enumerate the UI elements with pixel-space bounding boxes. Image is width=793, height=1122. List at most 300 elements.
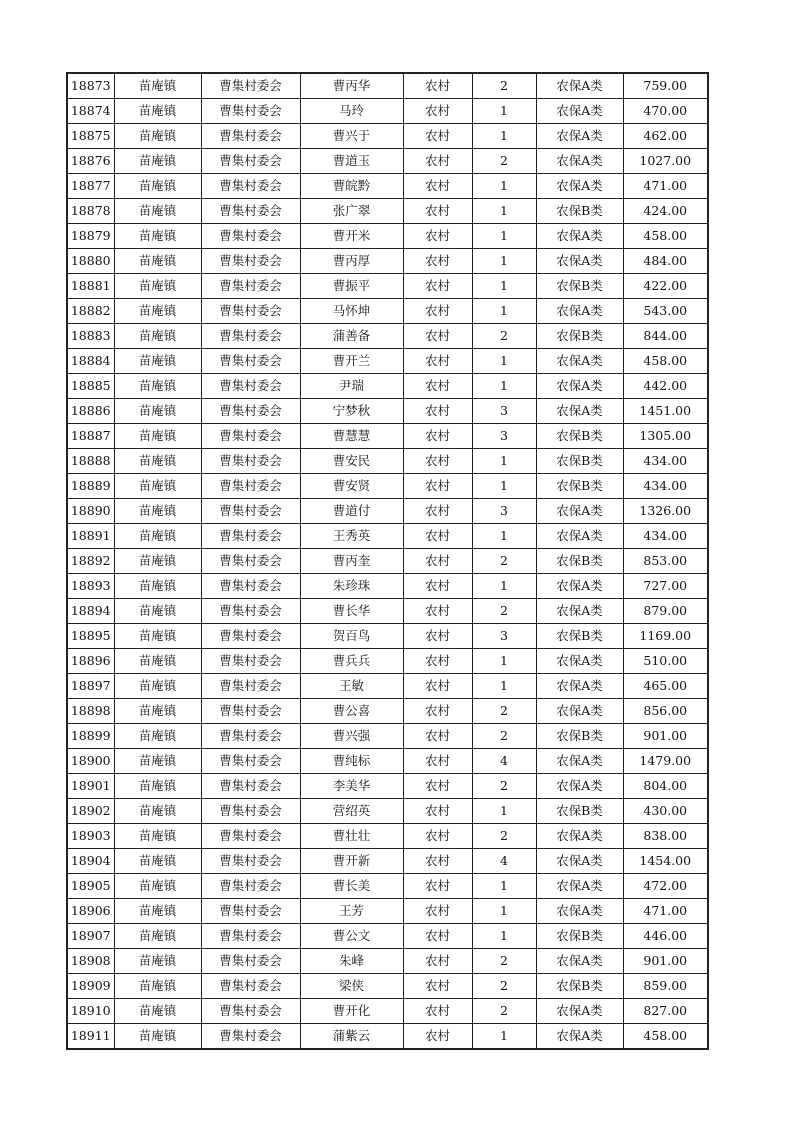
seq-cell: 18908 bbox=[67, 949, 114, 974]
type-cell: 农村 bbox=[403, 649, 472, 674]
village-cell: 曹集村委会 bbox=[201, 399, 300, 424]
amount-cell: 543.00 bbox=[623, 299, 708, 324]
name-cell: 蒲紫云 bbox=[300, 1024, 403, 1050]
name-cell: 马怀坤 bbox=[300, 299, 403, 324]
table-row bbox=[67, 199, 708, 224]
village-cell: 曹集村委会 bbox=[201, 699, 300, 724]
town-cell: 苗庵镇 bbox=[114, 899, 201, 924]
table-row bbox=[67, 924, 708, 949]
type-cell: 农村 bbox=[403, 224, 472, 249]
table-row bbox=[67, 249, 708, 274]
seq-cell: 18873 bbox=[67, 73, 114, 99]
village-cell: 曹集村委会 bbox=[201, 474, 300, 499]
amount-cell: 727.00 bbox=[623, 574, 708, 599]
count-cell: 1 bbox=[472, 799, 536, 824]
seq-cell: 18878 bbox=[67, 199, 114, 224]
amount-cell: 430.00 bbox=[623, 799, 708, 824]
type-cell: 农村 bbox=[403, 124, 472, 149]
amount-cell: 1305.00 bbox=[623, 424, 708, 449]
town-cell: 苗庵镇 bbox=[114, 599, 201, 624]
seq-cell: 18891 bbox=[67, 524, 114, 549]
count-cell: 2 bbox=[472, 774, 536, 799]
category-cell: 农保A类 bbox=[536, 874, 623, 899]
village-cell: 曹集村委会 bbox=[201, 649, 300, 674]
category-cell: 农保A类 bbox=[536, 574, 623, 599]
count-cell: 1 bbox=[472, 574, 536, 599]
category-cell: 农保B类 bbox=[536, 724, 623, 749]
category-cell: 农保A类 bbox=[536, 1024, 623, 1050]
village-cell: 曹集村委会 bbox=[201, 899, 300, 924]
category-cell: 农保B类 bbox=[536, 199, 623, 224]
table-row bbox=[67, 149, 708, 174]
category-cell: 农保A类 bbox=[536, 174, 623, 199]
seq-cell: 18888 bbox=[67, 449, 114, 474]
town-cell: 苗庵镇 bbox=[114, 799, 201, 824]
name-cell: 李美华 bbox=[300, 774, 403, 799]
name-cell: 曹开米 bbox=[300, 224, 403, 249]
village-cell: 曹集村委会 bbox=[201, 274, 300, 299]
table-row bbox=[67, 299, 708, 324]
table-row bbox=[67, 324, 708, 349]
amount-cell: 838.00 bbox=[623, 824, 708, 849]
seq-cell: 18903 bbox=[67, 824, 114, 849]
type-cell: 农村 bbox=[403, 1024, 472, 1050]
amount-cell: 434.00 bbox=[623, 449, 708, 474]
village-cell: 曹集村委会 bbox=[201, 524, 300, 549]
category-cell: 农保A类 bbox=[536, 399, 623, 424]
type-cell: 农村 bbox=[403, 824, 472, 849]
town-cell: 苗庵镇 bbox=[114, 424, 201, 449]
type-cell: 农村 bbox=[403, 499, 472, 524]
table-row bbox=[67, 749, 708, 774]
count-cell: 3 bbox=[472, 399, 536, 424]
seq-cell: 18892 bbox=[67, 549, 114, 574]
table-row bbox=[67, 624, 708, 649]
type-cell: 农村 bbox=[403, 674, 472, 699]
amount-cell: 1479.00 bbox=[623, 749, 708, 774]
seq-cell: 18896 bbox=[67, 649, 114, 674]
amount-cell: 804.00 bbox=[623, 774, 708, 799]
seq-cell: 18881 bbox=[67, 274, 114, 299]
category-cell: 农保A类 bbox=[536, 774, 623, 799]
amount-cell: 827.00 bbox=[623, 999, 708, 1024]
town-cell: 苗庵镇 bbox=[114, 324, 201, 349]
amount-cell: 1169.00 bbox=[623, 624, 708, 649]
type-cell: 农村 bbox=[403, 149, 472, 174]
town-cell: 苗庵镇 bbox=[114, 549, 201, 574]
name-cell: 朱珍珠 bbox=[300, 574, 403, 599]
count-cell: 1 bbox=[472, 124, 536, 149]
count-cell: 1 bbox=[472, 924, 536, 949]
name-cell: 贺百鸟 bbox=[300, 624, 403, 649]
name-cell: 曹皖黔 bbox=[300, 174, 403, 199]
table-row bbox=[67, 599, 708, 624]
seq-cell: 18910 bbox=[67, 999, 114, 1024]
count-cell: 2 bbox=[472, 824, 536, 849]
category-cell: 农保A类 bbox=[536, 899, 623, 924]
seq-cell: 18890 bbox=[67, 499, 114, 524]
amount-cell: 901.00 bbox=[623, 724, 708, 749]
count-cell: 1 bbox=[472, 224, 536, 249]
seq-cell: 18885 bbox=[67, 374, 114, 399]
seq-cell: 18893 bbox=[67, 574, 114, 599]
village-cell: 曹集村委会 bbox=[201, 874, 300, 899]
village-cell: 曹集村委会 bbox=[201, 349, 300, 374]
village-cell: 曹集村委会 bbox=[201, 624, 300, 649]
category-cell: 农保A类 bbox=[536, 524, 623, 549]
type-cell: 农村 bbox=[403, 699, 472, 724]
amount-cell: 465.00 bbox=[623, 674, 708, 699]
count-cell: 2 bbox=[472, 324, 536, 349]
type-cell: 农村 bbox=[403, 549, 472, 574]
town-cell: 苗庵镇 bbox=[114, 299, 201, 324]
amount-cell: 422.00 bbox=[623, 274, 708, 299]
data-table bbox=[66, 72, 709, 1050]
table-row bbox=[67, 724, 708, 749]
amount-cell: 1451.00 bbox=[623, 399, 708, 424]
town-cell: 苗庵镇 bbox=[114, 199, 201, 224]
village-cell: 曹集村委会 bbox=[201, 149, 300, 174]
table-row bbox=[67, 374, 708, 399]
type-cell: 农村 bbox=[403, 874, 472, 899]
table-row bbox=[67, 1024, 708, 1050]
town-cell: 苗庵镇 bbox=[114, 924, 201, 949]
amount-cell: 424.00 bbox=[623, 199, 708, 224]
town-cell: 苗庵镇 bbox=[114, 399, 201, 424]
category-cell: 农保A类 bbox=[536, 749, 623, 774]
category-cell: 农保A类 bbox=[536, 674, 623, 699]
seq-cell: 18905 bbox=[67, 874, 114, 899]
table-row bbox=[67, 774, 708, 799]
name-cell: 曹兵兵 bbox=[300, 649, 403, 674]
table-row bbox=[67, 999, 708, 1024]
seq-cell: 18906 bbox=[67, 899, 114, 924]
village-cell: 曹集村委会 bbox=[201, 724, 300, 749]
town-cell: 苗庵镇 bbox=[114, 674, 201, 699]
name-cell: 朱峰 bbox=[300, 949, 403, 974]
seq-cell: 18880 bbox=[67, 249, 114, 274]
seq-cell: 18877 bbox=[67, 174, 114, 199]
name-cell: 曹安贤 bbox=[300, 474, 403, 499]
name-cell: 蒲善备 bbox=[300, 324, 403, 349]
type-cell: 农村 bbox=[403, 974, 472, 999]
table-row bbox=[67, 674, 708, 699]
count-cell: 2 bbox=[472, 724, 536, 749]
town-cell: 苗庵镇 bbox=[114, 174, 201, 199]
seq-cell: 18904 bbox=[67, 849, 114, 874]
type-cell: 农村 bbox=[403, 774, 472, 799]
type-cell: 农村 bbox=[403, 174, 472, 199]
village-cell: 曹集村委会 bbox=[201, 299, 300, 324]
village-cell: 曹集村委会 bbox=[201, 73, 300, 99]
seq-cell: 18887 bbox=[67, 424, 114, 449]
table-row bbox=[67, 449, 708, 474]
name-cell: 曹壮壮 bbox=[300, 824, 403, 849]
table-row bbox=[67, 524, 708, 549]
name-cell: 王秀英 bbox=[300, 524, 403, 549]
seq-cell: 18895 bbox=[67, 624, 114, 649]
type-cell: 农村 bbox=[403, 424, 472, 449]
amount-cell: 1027.00 bbox=[623, 149, 708, 174]
seq-cell: 18894 bbox=[67, 599, 114, 624]
amount-cell: 1454.00 bbox=[623, 849, 708, 874]
village-cell: 曹集村委会 bbox=[201, 174, 300, 199]
name-cell: 曹公喜 bbox=[300, 699, 403, 724]
type-cell: 农村 bbox=[403, 574, 472, 599]
name-cell: 曹丙奎 bbox=[300, 549, 403, 574]
type-cell: 农村 bbox=[403, 274, 472, 299]
category-cell: 农保A类 bbox=[536, 849, 623, 874]
seq-cell: 18874 bbox=[67, 99, 114, 124]
village-cell: 曹集村委会 bbox=[201, 199, 300, 224]
category-cell: 农保A类 bbox=[536, 124, 623, 149]
village-cell: 曹集村委会 bbox=[201, 449, 300, 474]
type-cell: 农村 bbox=[403, 524, 472, 549]
name-cell: 马玲 bbox=[300, 99, 403, 124]
table-row bbox=[67, 649, 708, 674]
amount-cell: 484.00 bbox=[623, 249, 708, 274]
town-cell: 苗庵镇 bbox=[114, 774, 201, 799]
table-row bbox=[67, 424, 708, 449]
count-cell: 4 bbox=[472, 749, 536, 774]
count-cell: 3 bbox=[472, 424, 536, 449]
amount-cell: 859.00 bbox=[623, 974, 708, 999]
category-cell: 农保B类 bbox=[536, 424, 623, 449]
name-cell: 曹道玉 bbox=[300, 149, 403, 174]
village-cell: 曹集村委会 bbox=[201, 499, 300, 524]
amount-cell: 462.00 bbox=[623, 124, 708, 149]
name-cell: 曹开新 bbox=[300, 849, 403, 874]
town-cell: 苗庵镇 bbox=[114, 449, 201, 474]
table-row bbox=[67, 974, 708, 999]
category-cell: 农保B类 bbox=[536, 474, 623, 499]
town-cell: 苗庵镇 bbox=[114, 699, 201, 724]
amount-cell: 472.00 bbox=[623, 874, 708, 899]
name-cell: 张广翠 bbox=[300, 199, 403, 224]
category-cell: 农保A类 bbox=[536, 149, 623, 174]
village-cell: 曹集村委会 bbox=[201, 224, 300, 249]
village-cell: 曹集村委会 bbox=[201, 849, 300, 874]
type-cell: 农村 bbox=[403, 949, 472, 974]
village-cell: 曹集村委会 bbox=[201, 1024, 300, 1050]
town-cell: 苗庵镇 bbox=[114, 999, 201, 1024]
category-cell: 农保B类 bbox=[536, 799, 623, 824]
name-cell: 营绍英 bbox=[300, 799, 403, 824]
category-cell: 农保A类 bbox=[536, 949, 623, 974]
village-cell: 曹集村委会 bbox=[201, 749, 300, 774]
town-cell: 苗庵镇 bbox=[114, 374, 201, 399]
type-cell: 农村 bbox=[403, 599, 472, 624]
type-cell: 农村 bbox=[403, 449, 472, 474]
town-cell: 苗庵镇 bbox=[114, 73, 201, 99]
seq-cell: 18911 bbox=[67, 1024, 114, 1050]
table-row bbox=[67, 124, 708, 149]
category-cell: 农保A类 bbox=[536, 499, 623, 524]
table-row bbox=[67, 799, 708, 824]
seq-cell: 18884 bbox=[67, 349, 114, 374]
type-cell: 农村 bbox=[403, 99, 472, 124]
seq-cell: 18876 bbox=[67, 149, 114, 174]
count-cell: 3 bbox=[472, 624, 536, 649]
category-cell: 农保B类 bbox=[536, 274, 623, 299]
table-row bbox=[67, 99, 708, 124]
amount-cell: 759.00 bbox=[623, 73, 708, 99]
table-row bbox=[67, 474, 708, 499]
table-row bbox=[67, 874, 708, 899]
category-cell: 农保A类 bbox=[536, 649, 623, 674]
town-cell: 苗庵镇 bbox=[114, 574, 201, 599]
category-cell: 农保A类 bbox=[536, 374, 623, 399]
name-cell: 尹瑞 bbox=[300, 374, 403, 399]
table-row bbox=[67, 73, 708, 99]
town-cell: 苗庵镇 bbox=[114, 149, 201, 174]
count-cell: 1 bbox=[472, 99, 536, 124]
town-cell: 苗庵镇 bbox=[114, 99, 201, 124]
type-cell: 农村 bbox=[403, 799, 472, 824]
name-cell: 曹开化 bbox=[300, 999, 403, 1024]
category-cell: 农保A类 bbox=[536, 224, 623, 249]
village-cell: 曹集村委会 bbox=[201, 324, 300, 349]
seq-cell: 18875 bbox=[67, 124, 114, 149]
village-cell: 曹集村委会 bbox=[201, 924, 300, 949]
town-cell: 苗庵镇 bbox=[114, 124, 201, 149]
amount-cell: 434.00 bbox=[623, 524, 708, 549]
seq-cell: 18897 bbox=[67, 674, 114, 699]
town-cell: 苗庵镇 bbox=[114, 249, 201, 274]
amount-cell: 458.00 bbox=[623, 224, 708, 249]
village-cell: 曹集村委会 bbox=[201, 949, 300, 974]
amount-cell: 458.00 bbox=[623, 349, 708, 374]
type-cell: 农村 bbox=[403, 849, 472, 874]
type-cell: 农村 bbox=[403, 624, 472, 649]
town-cell: 苗庵镇 bbox=[114, 949, 201, 974]
count-cell: 1 bbox=[472, 249, 536, 274]
category-cell: 农保A类 bbox=[536, 99, 623, 124]
name-cell: 梁侠 bbox=[300, 974, 403, 999]
table-row bbox=[67, 549, 708, 574]
category-cell: 农保A类 bbox=[536, 249, 623, 274]
name-cell: 曹安民 bbox=[300, 449, 403, 474]
village-cell: 曹集村委会 bbox=[201, 824, 300, 849]
count-cell: 1 bbox=[472, 524, 536, 549]
seq-cell: 18879 bbox=[67, 224, 114, 249]
count-cell: 1 bbox=[472, 474, 536, 499]
village-cell: 曹集村委会 bbox=[201, 574, 300, 599]
name-cell: 曹长美 bbox=[300, 874, 403, 899]
category-cell: 农保B类 bbox=[536, 449, 623, 474]
name-cell: 王敏 bbox=[300, 674, 403, 699]
category-cell: 农保B类 bbox=[536, 549, 623, 574]
village-cell: 曹集村委会 bbox=[201, 999, 300, 1024]
town-cell: 苗庵镇 bbox=[114, 749, 201, 774]
count-cell: 2 bbox=[472, 949, 536, 974]
table-row bbox=[67, 499, 708, 524]
type-cell: 农村 bbox=[403, 724, 472, 749]
seq-cell: 18900 bbox=[67, 749, 114, 774]
count-cell: 2 bbox=[472, 999, 536, 1024]
count-cell: 1 bbox=[472, 1024, 536, 1050]
village-cell: 曹集村委会 bbox=[201, 249, 300, 274]
seq-cell: 18901 bbox=[67, 774, 114, 799]
seq-cell: 18907 bbox=[67, 924, 114, 949]
name-cell: 曹兴于 bbox=[300, 124, 403, 149]
town-cell: 苗庵镇 bbox=[114, 724, 201, 749]
type-cell: 农村 bbox=[403, 73, 472, 99]
count-cell: 1 bbox=[472, 449, 536, 474]
category-cell: 农保A类 bbox=[536, 824, 623, 849]
count-cell: 2 bbox=[472, 73, 536, 99]
name-cell: 曹丙华 bbox=[300, 73, 403, 99]
town-cell: 苗庵镇 bbox=[114, 974, 201, 999]
village-cell: 曹集村委会 bbox=[201, 424, 300, 449]
seq-cell: 18883 bbox=[67, 324, 114, 349]
count-cell: 1 bbox=[472, 299, 536, 324]
count-cell: 2 bbox=[472, 549, 536, 574]
count-cell: 2 bbox=[472, 599, 536, 624]
amount-cell: 853.00 bbox=[623, 549, 708, 574]
amount-cell: 458.00 bbox=[623, 1024, 708, 1050]
table-row bbox=[67, 699, 708, 724]
town-cell: 苗庵镇 bbox=[114, 499, 201, 524]
category-cell: 农保A类 bbox=[536, 349, 623, 374]
count-cell: 1 bbox=[472, 374, 536, 399]
type-cell: 农村 bbox=[403, 924, 472, 949]
type-cell: 农村 bbox=[403, 374, 472, 399]
table-row bbox=[67, 274, 708, 299]
table-row bbox=[67, 399, 708, 424]
type-cell: 农村 bbox=[403, 299, 472, 324]
amount-cell: 434.00 bbox=[623, 474, 708, 499]
name-cell: 曹兴强 bbox=[300, 724, 403, 749]
seq-cell: 18899 bbox=[67, 724, 114, 749]
count-cell: 3 bbox=[472, 499, 536, 524]
amount-cell: 442.00 bbox=[623, 374, 708, 399]
village-cell: 曹集村委会 bbox=[201, 674, 300, 699]
category-cell: 农保A类 bbox=[536, 299, 623, 324]
town-cell: 苗庵镇 bbox=[114, 349, 201, 374]
name-cell: 曹开兰 bbox=[300, 349, 403, 374]
village-cell: 曹集村委会 bbox=[201, 599, 300, 624]
amount-cell: 471.00 bbox=[623, 899, 708, 924]
category-cell: 农保B类 bbox=[536, 324, 623, 349]
table-body bbox=[67, 73, 708, 1049]
amount-cell: 879.00 bbox=[623, 599, 708, 624]
type-cell: 农村 bbox=[403, 199, 472, 224]
category-cell: 农保A类 bbox=[536, 699, 623, 724]
type-cell: 农村 bbox=[403, 474, 472, 499]
category-cell: 农保A类 bbox=[536, 599, 623, 624]
town-cell: 苗庵镇 bbox=[114, 849, 201, 874]
category-cell: 农保B类 bbox=[536, 624, 623, 649]
village-cell: 曹集村委会 bbox=[201, 549, 300, 574]
name-cell: 曹振平 bbox=[300, 274, 403, 299]
type-cell: 农村 bbox=[403, 749, 472, 774]
name-cell: 曹长华 bbox=[300, 599, 403, 624]
name-cell: 曹公文 bbox=[300, 924, 403, 949]
type-cell: 农村 bbox=[403, 899, 472, 924]
count-cell: 1 bbox=[472, 874, 536, 899]
name-cell: 王芳 bbox=[300, 899, 403, 924]
town-cell: 苗庵镇 bbox=[114, 824, 201, 849]
category-cell: 农保A类 bbox=[536, 999, 623, 1024]
count-cell: 4 bbox=[472, 849, 536, 874]
count-cell: 2 bbox=[472, 699, 536, 724]
table-row bbox=[67, 224, 708, 249]
village-cell: 曹集村委会 bbox=[201, 124, 300, 149]
type-cell: 农村 bbox=[403, 999, 472, 1024]
type-cell: 农村 bbox=[403, 399, 472, 424]
amount-cell: 446.00 bbox=[623, 924, 708, 949]
